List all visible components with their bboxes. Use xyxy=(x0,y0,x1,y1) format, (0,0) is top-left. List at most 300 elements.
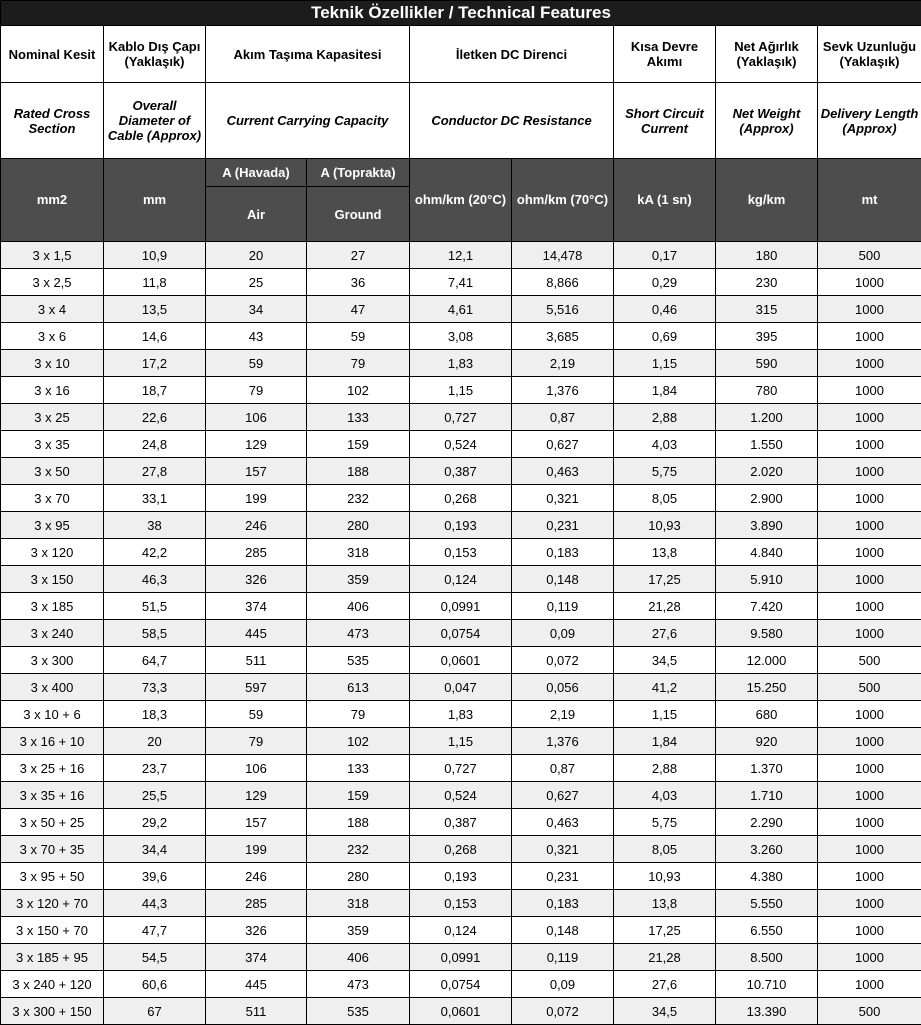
cell-air: 20 xyxy=(206,242,307,269)
cell-ground: 102 xyxy=(307,728,410,755)
cell-res70: 0,87 xyxy=(512,755,614,782)
cell-weight: 1.550 xyxy=(716,431,818,458)
cell-air: 129 xyxy=(206,431,307,458)
cell-ground: 47 xyxy=(307,296,410,323)
cell-res20: 0,387 xyxy=(410,458,512,485)
cell-air: 157 xyxy=(206,458,307,485)
cell-air: 59 xyxy=(206,350,307,377)
cell-short-circuit: 13,8 xyxy=(614,890,716,917)
cell-res20: 1,83 xyxy=(410,350,512,377)
cell-diameter: 22,6 xyxy=(104,404,206,431)
table-row xyxy=(1,323,921,350)
cell-res70: 0,627 xyxy=(512,782,614,809)
cell-res70: 0,321 xyxy=(512,836,614,863)
cell-res70: 1,376 xyxy=(512,377,614,404)
cell-res70: 8,866 xyxy=(512,269,614,296)
cell-weight: 5.910 xyxy=(716,566,818,593)
cell-res70: 0,09 xyxy=(512,971,614,998)
cell-ground: 133 xyxy=(307,755,410,782)
cell-diameter: 24,8 xyxy=(104,431,206,458)
cell-air: 246 xyxy=(206,512,307,539)
table-row xyxy=(1,404,921,431)
cell-delivery: 1000 xyxy=(818,539,921,566)
cell-res70: 0,321 xyxy=(512,485,614,512)
table-row xyxy=(1,944,921,971)
cell-section: 3 x 70 + 35 xyxy=(1,836,104,863)
cell-section: 3 x 120 xyxy=(1,539,104,566)
cell-diameter: 46,3 xyxy=(104,566,206,593)
cell-res20: 4,61 xyxy=(410,296,512,323)
cell-ground: 535 xyxy=(307,647,410,674)
cell-weight: 1.710 xyxy=(716,782,818,809)
cell-ground: 232 xyxy=(307,836,410,863)
cell-diameter: 34,4 xyxy=(104,836,206,863)
cell-ground: 79 xyxy=(307,350,410,377)
header-weight-tr: Net Ağırlık (Yaklaşık) xyxy=(716,26,818,83)
cell-section: 3 x 1,5 xyxy=(1,242,104,269)
cell-ground: 102 xyxy=(307,377,410,404)
cell-section: 3 x 4 xyxy=(1,296,104,323)
table-row xyxy=(1,485,921,512)
cell-section: 3 x 240 + 120 xyxy=(1,971,104,998)
cell-res20: 0,124 xyxy=(410,917,512,944)
cell-delivery: 1000 xyxy=(818,485,921,512)
cell-res20: 1,83 xyxy=(410,701,512,728)
cell-res20: 0,0991 xyxy=(410,944,512,971)
header-weight-en: Net Weight (Approx) xyxy=(716,83,818,159)
cell-diameter: 29,2 xyxy=(104,809,206,836)
cell-delivery: 1000 xyxy=(818,971,921,998)
cell-air: 157 xyxy=(206,809,307,836)
header-capacity-tr: Akım Taşıma Kapasitesi xyxy=(206,26,410,83)
cell-ground: 232 xyxy=(307,485,410,512)
cell-ground: 59 xyxy=(307,323,410,350)
header-diameter-tr: Kablo Dış Çapı (Yaklaşık) xyxy=(104,26,206,83)
cell-air: 106 xyxy=(206,755,307,782)
cell-short-circuit: 0,29 xyxy=(614,269,716,296)
cell-delivery: 1000 xyxy=(818,377,921,404)
cell-section: 3 x 300 xyxy=(1,647,104,674)
header-diameter-en: Overall Diameter of Cable (Approx) xyxy=(104,83,206,159)
unit-resistance-20: ohm/km (20°C) xyxy=(410,159,512,242)
table-row xyxy=(1,458,921,485)
table-row xyxy=(1,539,921,566)
cell-ground: 188 xyxy=(307,458,410,485)
cell-section: 3 x 16 xyxy=(1,377,104,404)
cell-diameter: 33,1 xyxy=(104,485,206,512)
cell-short-circuit: 13,8 xyxy=(614,539,716,566)
header-delivery-tr: Sevk Uzunluğu (Yaklaşık) xyxy=(818,26,921,83)
cell-res20: 1,15 xyxy=(410,377,512,404)
unit-short-circuit: kA (1 sn) xyxy=(614,159,716,242)
cell-res70: 2,19 xyxy=(512,350,614,377)
cell-short-circuit: 1,15 xyxy=(614,701,716,728)
table-row xyxy=(1,269,921,296)
cell-ground: 318 xyxy=(307,539,410,566)
header-section-tr: Nominal Kesit xyxy=(1,26,104,83)
unit-air-tr: A (Havada) xyxy=(206,159,307,187)
unit-diameter: mm xyxy=(104,159,206,242)
cell-weight: 8.500 xyxy=(716,944,818,971)
cell-res20: 0,193 xyxy=(410,512,512,539)
cell-res70: 0,09 xyxy=(512,620,614,647)
table-row xyxy=(1,890,921,917)
cell-air: 511 xyxy=(206,998,307,1025)
unit-ground-tr: A (Toprakta) xyxy=(307,159,410,187)
cell-res70: 0,072 xyxy=(512,998,614,1025)
table-row xyxy=(1,377,921,404)
cell-res20: 0,268 xyxy=(410,836,512,863)
cell-res70: 0,627 xyxy=(512,431,614,458)
cell-weight: 780 xyxy=(716,377,818,404)
table-title: Teknik Özellikler / Technical Features xyxy=(1,1,921,26)
unit-weight: kg/km xyxy=(716,159,818,242)
cell-res20: 0,153 xyxy=(410,890,512,917)
cell-res70: 0,183 xyxy=(512,890,614,917)
table-row xyxy=(1,350,921,377)
cell-short-circuit: 0,46 xyxy=(614,296,716,323)
cell-delivery: 1000 xyxy=(818,728,921,755)
cell-ground: 79 xyxy=(307,701,410,728)
cell-res70: 0,183 xyxy=(512,539,614,566)
cell-res70: 1,376 xyxy=(512,728,614,755)
cell-res20: 0,0754 xyxy=(410,620,512,647)
cell-res20: 7,41 xyxy=(410,269,512,296)
cell-weight: 680 xyxy=(716,701,818,728)
cell-diameter: 54,5 xyxy=(104,944,206,971)
cell-res20: 0,524 xyxy=(410,431,512,458)
cell-delivery: 500 xyxy=(818,674,921,701)
cell-short-circuit: 21,28 xyxy=(614,593,716,620)
header-resistance-tr: İletken DC Direnci xyxy=(410,26,614,83)
cell-delivery: 1000 xyxy=(818,512,921,539)
cell-delivery: 1000 xyxy=(818,431,921,458)
cell-short-circuit: 1,84 xyxy=(614,728,716,755)
cell-diameter: 38 xyxy=(104,512,206,539)
cell-diameter: 27,8 xyxy=(104,458,206,485)
table-row xyxy=(1,971,921,998)
cell-section: 3 x 400 xyxy=(1,674,104,701)
cell-air: 79 xyxy=(206,377,307,404)
cell-weight: 2.290 xyxy=(716,809,818,836)
cell-section: 3 x 95 xyxy=(1,512,104,539)
cell-delivery: 1000 xyxy=(818,593,921,620)
cell-res20: 0,524 xyxy=(410,782,512,809)
cell-ground: 535 xyxy=(307,998,410,1025)
cell-diameter: 14,6 xyxy=(104,323,206,350)
cell-diameter: 47,7 xyxy=(104,917,206,944)
cell-section: 3 x 6 xyxy=(1,323,104,350)
cell-res20: 0,268 xyxy=(410,485,512,512)
cell-diameter: 18,7 xyxy=(104,377,206,404)
table-row xyxy=(1,593,921,620)
cell-ground: 318 xyxy=(307,890,410,917)
cell-section: 3 x 25 + 16 xyxy=(1,755,104,782)
cell-diameter: 67 xyxy=(104,998,206,1025)
cell-section: 3 x 25 xyxy=(1,404,104,431)
cell-ground: 133 xyxy=(307,404,410,431)
cell-short-circuit: 27,6 xyxy=(614,971,716,998)
cell-delivery: 1000 xyxy=(818,323,921,350)
cell-delivery: 1000 xyxy=(818,296,921,323)
cell-air: 326 xyxy=(206,917,307,944)
cell-short-circuit: 5,75 xyxy=(614,458,716,485)
cell-diameter: 13,5 xyxy=(104,296,206,323)
cell-short-circuit: 2,88 xyxy=(614,404,716,431)
cell-section: 3 x 150 + 70 xyxy=(1,917,104,944)
header-capacity-en: Current Carrying Capacity xyxy=(206,83,410,159)
cell-weight: 9.580 xyxy=(716,620,818,647)
cell-weight: 10.710 xyxy=(716,971,818,998)
cell-res70: 0,072 xyxy=(512,647,614,674)
cell-section: 3 x 35 xyxy=(1,431,104,458)
cell-air: 445 xyxy=(206,620,307,647)
cell-delivery: 1000 xyxy=(818,755,921,782)
cell-ground: 406 xyxy=(307,944,410,971)
cell-delivery: 1000 xyxy=(818,566,921,593)
cell-air: 511 xyxy=(206,647,307,674)
cell-delivery: 1000 xyxy=(818,404,921,431)
cell-diameter: 42,2 xyxy=(104,539,206,566)
header-section-en: Rated Cross Section xyxy=(1,83,104,159)
cell-short-circuit: 17,25 xyxy=(614,917,716,944)
table-row xyxy=(1,620,921,647)
cell-res70: 0,87 xyxy=(512,404,614,431)
cell-air: 374 xyxy=(206,593,307,620)
cell-weight: 315 xyxy=(716,296,818,323)
table-row xyxy=(1,809,921,836)
cell-delivery: 500 xyxy=(818,242,921,269)
cell-diameter: 17,2 xyxy=(104,350,206,377)
cell-ground: 27 xyxy=(307,242,410,269)
cell-diameter: 58,5 xyxy=(104,620,206,647)
cell-weight: 2.900 xyxy=(716,485,818,512)
cell-res20: 0,727 xyxy=(410,404,512,431)
cell-delivery: 1000 xyxy=(818,269,921,296)
cell-res70: 0,463 xyxy=(512,458,614,485)
table-row xyxy=(1,755,921,782)
cell-weight: 230 xyxy=(716,269,818,296)
table-row xyxy=(1,431,921,458)
table-row xyxy=(1,647,921,674)
cell-section: 3 x 10 xyxy=(1,350,104,377)
table-body xyxy=(1,242,921,1025)
cell-air: 285 xyxy=(206,539,307,566)
cell-short-circuit: 27,6 xyxy=(614,620,716,647)
cell-weight: 13.390 xyxy=(716,998,818,1025)
cell-section: 3 x 70 xyxy=(1,485,104,512)
header-resistance-en: Conductor DC Resistance xyxy=(410,83,614,159)
cell-section: 3 x 50 + 25 xyxy=(1,809,104,836)
cell-weight: 5.550 xyxy=(716,890,818,917)
cell-weight: 12.000 xyxy=(716,647,818,674)
unit-ground-en: Ground xyxy=(307,187,410,242)
cell-res20: 12,1 xyxy=(410,242,512,269)
cell-short-circuit: 1,15 xyxy=(614,350,716,377)
cell-short-circuit: 8,05 xyxy=(614,836,716,863)
cell-section: 3 x 16 + 10 xyxy=(1,728,104,755)
header-short-circuit-tr: Kısa Devre Akımı xyxy=(614,26,716,83)
cell-diameter: 44,3 xyxy=(104,890,206,917)
cell-air: 43 xyxy=(206,323,307,350)
cell-section: 3 x 185 + 95 xyxy=(1,944,104,971)
cell-delivery: 1000 xyxy=(818,350,921,377)
cell-weight: 15.250 xyxy=(716,674,818,701)
cell-diameter: 60,6 xyxy=(104,971,206,998)
cell-delivery: 1000 xyxy=(818,863,921,890)
unit-section: mm2 xyxy=(1,159,104,242)
cell-short-circuit: 34,5 xyxy=(614,998,716,1025)
cell-res70: 5,516 xyxy=(512,296,614,323)
cell-weight: 3.890 xyxy=(716,512,818,539)
cell-res20: 0,0991 xyxy=(410,593,512,620)
cell-weight: 6.550 xyxy=(716,917,818,944)
cell-short-circuit: 0,17 xyxy=(614,242,716,269)
cell-section: 3 x 95 + 50 xyxy=(1,863,104,890)
cell-delivery: 1000 xyxy=(818,836,921,863)
cell-diameter: 20 xyxy=(104,728,206,755)
cell-diameter: 23,7 xyxy=(104,755,206,782)
cell-delivery: 1000 xyxy=(818,782,921,809)
table-row xyxy=(1,782,921,809)
cell-delivery: 1000 xyxy=(818,890,921,917)
cell-section: 3 x 240 xyxy=(1,620,104,647)
cell-short-circuit: 41,2 xyxy=(614,674,716,701)
cell-ground: 359 xyxy=(307,566,410,593)
cell-ground: 613 xyxy=(307,674,410,701)
cell-res20: 3,08 xyxy=(410,323,512,350)
cell-res20: 0,124 xyxy=(410,566,512,593)
cell-short-circuit: 2,88 xyxy=(614,755,716,782)
header-short-circuit-en: Short Circuit Current xyxy=(614,83,716,159)
cell-res70: 3,685 xyxy=(512,323,614,350)
cell-air: 25 xyxy=(206,269,307,296)
cell-weight: 590 xyxy=(716,350,818,377)
cell-air: 79 xyxy=(206,728,307,755)
cell-weight: 920 xyxy=(716,728,818,755)
cell-short-circuit: 8,05 xyxy=(614,485,716,512)
cell-short-circuit: 17,25 xyxy=(614,566,716,593)
cell-short-circuit: 34,5 xyxy=(614,647,716,674)
cell-air: 106 xyxy=(206,404,307,431)
cell-ground: 36 xyxy=(307,269,410,296)
cell-section: 3 x 10 + 6 xyxy=(1,701,104,728)
cell-ground: 473 xyxy=(307,620,410,647)
cell-diameter: 64,7 xyxy=(104,647,206,674)
table-row xyxy=(1,242,921,269)
cell-air: 34 xyxy=(206,296,307,323)
cell-diameter: 11,8 xyxy=(104,269,206,296)
cell-ground: 280 xyxy=(307,512,410,539)
cell-weight: 395 xyxy=(716,323,818,350)
cell-weight: 2.020 xyxy=(716,458,818,485)
cell-section: 3 x 185 xyxy=(1,593,104,620)
unit-delivery: mt xyxy=(818,159,921,242)
cell-res70: 0,231 xyxy=(512,512,614,539)
table-row xyxy=(1,728,921,755)
cell-ground: 159 xyxy=(307,431,410,458)
cell-res70: 2,19 xyxy=(512,701,614,728)
cell-diameter: 10,9 xyxy=(104,242,206,269)
cell-delivery: 500 xyxy=(818,647,921,674)
cell-air: 285 xyxy=(206,890,307,917)
cell-weight: 180 xyxy=(716,242,818,269)
cell-res70: 14,478 xyxy=(512,242,614,269)
cell-res70: 0,119 xyxy=(512,944,614,971)
cell-section: 3 x 50 xyxy=(1,458,104,485)
cell-air: 59 xyxy=(206,701,307,728)
cell-section: 3 x 150 xyxy=(1,566,104,593)
cell-weight: 1.200 xyxy=(716,404,818,431)
cell-ground: 159 xyxy=(307,782,410,809)
table-row xyxy=(1,917,921,944)
cell-delivery: 1000 xyxy=(818,809,921,836)
cell-delivery: 1000 xyxy=(818,917,921,944)
cell-weight: 4.840 xyxy=(716,539,818,566)
cell-short-circuit: 5,75 xyxy=(614,809,716,836)
cell-res20: 0,047 xyxy=(410,674,512,701)
cell-delivery: 500 xyxy=(818,998,921,1025)
cell-res70: 0,148 xyxy=(512,566,614,593)
cell-short-circuit: 1,84 xyxy=(614,377,716,404)
table-row xyxy=(1,512,921,539)
cell-air: 129 xyxy=(206,782,307,809)
cell-res20: 0,153 xyxy=(410,539,512,566)
cell-diameter: 39,6 xyxy=(104,863,206,890)
table-row xyxy=(1,863,921,890)
table-row xyxy=(1,296,921,323)
cell-res20: 0,0601 xyxy=(410,998,512,1025)
table-row xyxy=(1,701,921,728)
unit-resistance-70: ohm/km (70°C) xyxy=(512,159,614,242)
cell-short-circuit: 4,03 xyxy=(614,782,716,809)
cell-short-circuit: 10,93 xyxy=(614,512,716,539)
cell-ground: 359 xyxy=(307,917,410,944)
cell-res70: 0,231 xyxy=(512,863,614,890)
cell-weight: 7.420 xyxy=(716,593,818,620)
cell-ground: 280 xyxy=(307,863,410,890)
cell-air: 597 xyxy=(206,674,307,701)
cell-res20: 0,0754 xyxy=(410,971,512,998)
cell-air: 445 xyxy=(206,971,307,998)
cell-delivery: 1000 xyxy=(818,458,921,485)
cell-short-circuit: 10,93 xyxy=(614,863,716,890)
cell-delivery: 1000 xyxy=(818,701,921,728)
cell-ground: 406 xyxy=(307,593,410,620)
cell-res70: 0,056 xyxy=(512,674,614,701)
cell-diameter: 25,5 xyxy=(104,782,206,809)
table-row xyxy=(1,674,921,701)
cell-air: 246 xyxy=(206,863,307,890)
cell-air: 374 xyxy=(206,944,307,971)
cell-ground: 188 xyxy=(307,809,410,836)
cell-section: 3 x 2,5 xyxy=(1,269,104,296)
cell-air: 199 xyxy=(206,836,307,863)
cell-delivery: 1000 xyxy=(818,944,921,971)
cell-res20: 0,0601 xyxy=(410,647,512,674)
cell-res70: 0,148 xyxy=(512,917,614,944)
cell-weight: 3.260 xyxy=(716,836,818,863)
cell-air: 326 xyxy=(206,566,307,593)
cell-res20: 0,727 xyxy=(410,755,512,782)
cell-air: 199 xyxy=(206,485,307,512)
cell-ground: 473 xyxy=(307,971,410,998)
cell-short-circuit: 0,69 xyxy=(614,323,716,350)
cell-diameter: 51,5 xyxy=(104,593,206,620)
cell-diameter: 18,3 xyxy=(104,701,206,728)
table-row xyxy=(1,836,921,863)
cell-diameter: 73,3 xyxy=(104,674,206,701)
